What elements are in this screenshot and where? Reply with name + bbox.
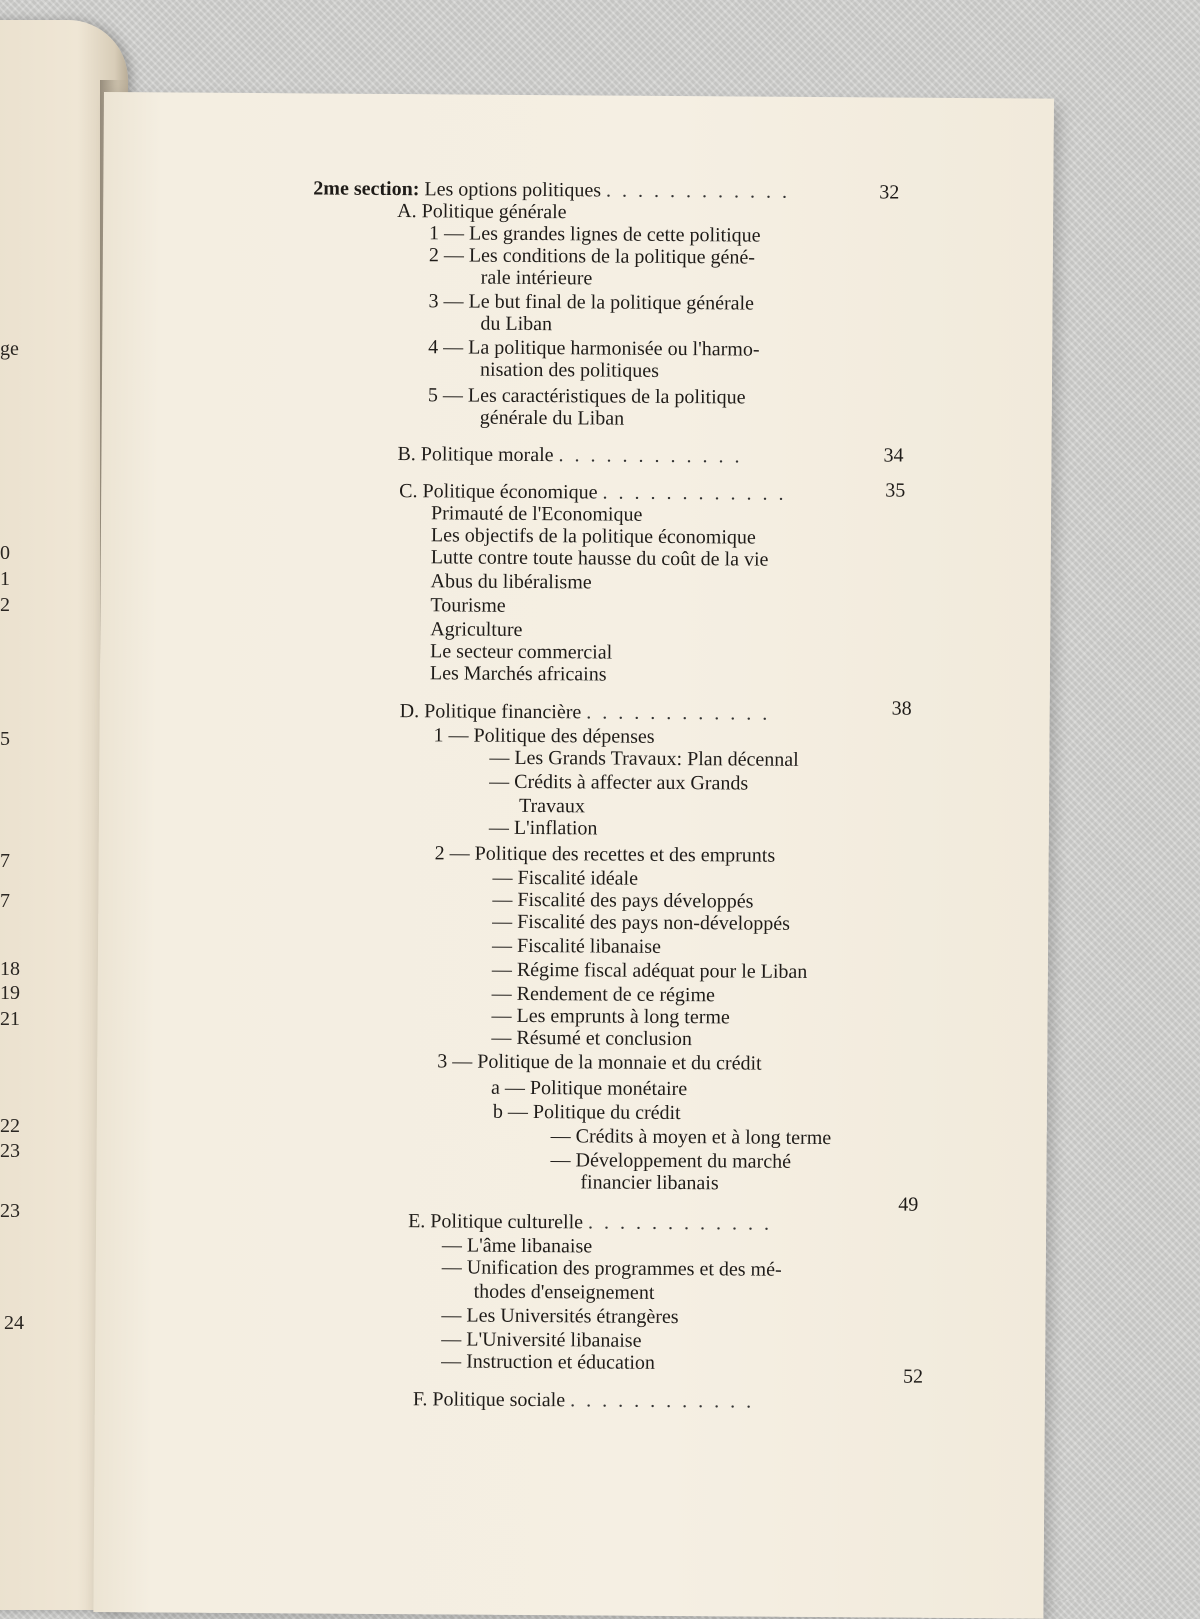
item-text-continued: nisation des politiques bbox=[479, 358, 660, 382]
subsection-title bbox=[413, 1388, 754, 1412]
item-text: Les caractéristiques de la politique bbox=[467, 384, 746, 409]
toc-item: — Fiscalité idéale bbox=[492, 866, 639, 890]
item-text: La politique harmonisée ou l'harmo- bbox=[468, 336, 760, 361]
toc-item: Le secteur commercial bbox=[430, 640, 613, 664]
item-number: 5 — bbox=[427, 384, 463, 407]
leader-dots: . . . . . . . . . . . . bbox=[602, 481, 787, 505]
toc-item bbox=[429, 244, 755, 268]
subsection-label: C. Politique économique bbox=[399, 480, 598, 504]
left-fragment: 19 bbox=[0, 982, 20, 1004]
toc-item: — Instruction et éducation bbox=[441, 1350, 656, 1374]
toc-item: — Résumé et conclusion bbox=[491, 1026, 693, 1051]
toc-item: — Fiscalité libanaise bbox=[491, 934, 661, 958]
toc-subheading: 3 — Politique de la monnaie et du crédit bbox=[437, 1050, 762, 1075]
item-text-continued: Travaux bbox=[518, 794, 586, 818]
page-number: 35 bbox=[885, 479, 906, 502]
left-fragment: 5 bbox=[0, 728, 10, 750]
subsection-label: E. Politique culturelle bbox=[408, 1210, 584, 1234]
left-fragment: 18 bbox=[0, 958, 20, 980]
toc-item: Tourisme bbox=[430, 594, 506, 617]
page-number: 34 bbox=[883, 444, 904, 467]
toc-subheading: 2 — Politique des recettes et des emprunts bbox=[434, 842, 776, 867]
item-text: Le but final de la politique générale bbox=[468, 290, 755, 315]
toc-item: — Développement du marché bbox=[550, 1149, 792, 1173]
item-number: 1 — bbox=[428, 222, 465, 245]
subsection-title bbox=[399, 480, 786, 505]
page-number: 38 bbox=[891, 697, 912, 720]
left-fragment: 23 bbox=[0, 1140, 20, 1162]
toc-item: — Crédits à moyen et à long terme bbox=[550, 1125, 832, 1150]
section-label: 2me section: bbox=[313, 177, 420, 201]
item-number: 2 — bbox=[428, 244, 464, 267]
toc-item: — Fiscalité des pays non-développés bbox=[492, 910, 791, 935]
item-text: Les conditions de la politique géné- bbox=[468, 244, 755, 269]
section-title: Les options politiques bbox=[424, 178, 602, 202]
left-fragment: 1 bbox=[0, 568, 10, 590]
leader-dots: . . . . . . . . . . . . bbox=[558, 444, 743, 468]
toc-item: Primauté de l'Economique bbox=[430, 502, 643, 526]
left-fragment: 23 bbox=[0, 1200, 20, 1222]
section-heading bbox=[313, 177, 790, 202]
toc-item bbox=[428, 336, 759, 360]
item-text-continued: thodes d'enseignement bbox=[473, 1280, 655, 1304]
toc-item: Les Marchés africains bbox=[429, 662, 607, 686]
toc-item: — Les emprunts à long terme bbox=[491, 1004, 730, 1029]
leader-dots: . . . . . . . . . . . . bbox=[588, 1211, 773, 1235]
toc-item: b — Politique du crédit bbox=[492, 1100, 681, 1125]
page-number: 52 bbox=[902, 1365, 924, 1388]
right-page bbox=[93, 92, 1054, 1619]
item-text: Les grandes lignes de cette politique bbox=[468, 222, 761, 247]
left-fragment: 21 bbox=[0, 1008, 20, 1030]
subsection-title bbox=[408, 1210, 772, 1235]
toc-item: — Les Universités étrangères bbox=[441, 1304, 679, 1329]
toc-item: — Fiscalité des pays développés bbox=[492, 888, 754, 913]
table-of-contents bbox=[104, 92, 1054, 1413]
leader-dots: . . . . . . . . . . . . bbox=[570, 1389, 755, 1413]
toc-item: Agriculture bbox=[430, 618, 523, 641]
toc-item: Lutte contre toute hausse du coût de la vie bbox=[430, 546, 769, 571]
left-fragment: 22 bbox=[0, 1115, 20, 1137]
toc-item: — L'âme libanaise bbox=[441, 1234, 593, 1258]
toc-item bbox=[428, 290, 754, 314]
item-text-continued: du Liban bbox=[480, 312, 553, 336]
subsection-label: D. Politique financière bbox=[399, 700, 582, 724]
leader-dots: . . . . . . . . . . . . bbox=[605, 179, 791, 203]
item-number: 4 — bbox=[428, 336, 464, 359]
subsection-title bbox=[397, 443, 742, 467]
subsection-title: A. Politique générale bbox=[397, 200, 567, 224]
left-fragment: 0 bbox=[0, 542, 10, 564]
toc-subheading: 1 — Politique des dépenses bbox=[433, 724, 655, 748]
left-fragment: 2 bbox=[0, 594, 10, 616]
page-number: 32 bbox=[879, 181, 900, 204]
left-fragment: ge bbox=[0, 338, 19, 360]
toc-item: — Rendement de ce régime bbox=[491, 982, 716, 1007]
item-text-continued: générale du Liban bbox=[479, 406, 625, 430]
leader-dots: . . . . . . . . . . . . bbox=[586, 701, 771, 725]
toc-item: — L'Université libanaise bbox=[441, 1328, 642, 1352]
toc-item bbox=[429, 222, 761, 246]
subsection-label: B. Politique morale bbox=[397, 443, 554, 467]
toc-item: — Unification des programmes et des mé- bbox=[441, 1256, 782, 1281]
subsection-label: F. Politique sociale bbox=[412, 1388, 566, 1412]
item-number: 3 — bbox=[428, 290, 464, 313]
toc-item: — L'inflation bbox=[488, 816, 598, 840]
page-number: 49 bbox=[898, 1193, 919, 1216]
left-fragment: 7 bbox=[0, 850, 10, 872]
toc-item bbox=[428, 384, 746, 408]
toc-item: Les objectifs de la politique économique bbox=[430, 524, 756, 549]
toc-item: a — Politique monétaire bbox=[490, 1076, 688, 1101]
toc-item: — Les Grands Travaux: Plan décennal bbox=[489, 746, 799, 771]
item-text-continued: financier libanais bbox=[580, 1171, 719, 1195]
left-fragment: 24 bbox=[4, 1312, 24, 1334]
item-text-continued: rale intérieure bbox=[480, 266, 593, 290]
toc-item: — Régime fiscal adéquat pour le Liban bbox=[491, 958, 808, 983]
toc-item: Abus du libéralisme bbox=[430, 570, 592, 594]
toc-item: — Crédits à affecter aux Grands bbox=[489, 770, 749, 795]
left-fragment: 7 bbox=[0, 890, 10, 912]
subsection-title bbox=[400, 700, 771, 725]
